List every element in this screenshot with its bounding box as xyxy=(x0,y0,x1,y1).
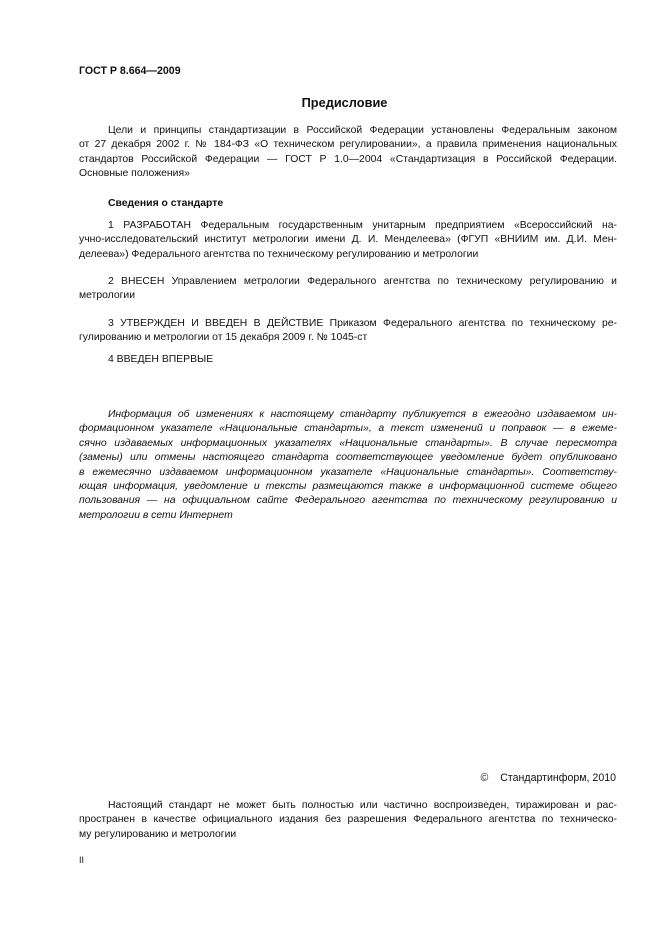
text-line: Информация об изменениях к настоящему стандарту публикуется в ежегодно издаваемом ин- xyxy=(108,409,617,420)
text-line: 3 УТВЕРЖДЕН И ВВЕДЕН В ДЕЙСТВИЕ Приказом Федерального агентства по техническому ре- xyxy=(108,318,617,329)
info-item-first-introduced xyxy=(79,353,617,367)
text-line: в ежемесячно издаваемом информационном указателе «Национальные стандарты». Соответству- xyxy=(79,466,617,478)
text-line: стандартов Российской Федерации — ГОСТ Р 1.0—2004 «Стандартизация в Российской Федерации. xyxy=(79,153,617,165)
standard-number: ГОСТ Р 8.664—2009 xyxy=(79,65,181,77)
text-line: пользования — на официальном сайте Федерального агентства по техническому регулированию и xyxy=(79,495,617,507)
text-line: 4 ВВЕДЕН ВПЕРВЫЕ xyxy=(108,354,214,365)
text-line: сячно издаваемых информационных указателях «Национальные стандарты». В случае пересмотра xyxy=(79,437,617,449)
text-line: Настоящий стандарт не может быть полностью или частично воспроизведен, тиражирован и рас- xyxy=(108,800,617,811)
text-line: ющая информация, уведомление и тексты размещаются также в информационной системе общего xyxy=(79,481,617,493)
text-line: Основные положения» xyxy=(79,168,190,180)
text-line: метрологии в сети Интернет xyxy=(79,509,233,521)
preface-intro-paragraph xyxy=(79,124,617,182)
info-item-introduced xyxy=(79,275,617,304)
text-line: учно-исследовательский институт метрологии имени Д. И. Менделеева» (ФГУП «ВНИИМ им. Д.И. Мен- xyxy=(79,234,617,246)
text-line: метрологии xyxy=(79,290,136,302)
text-line: пространен в качестве официального издания без разрешения Федерального агентства по техническо- xyxy=(79,814,617,826)
text-line: делеева») Федерального агентства по техническому регулированию и метрологии xyxy=(79,248,479,260)
info-item-developed xyxy=(79,219,617,262)
text-line: от 27 декабря 2002 г. № 184-ФЗ «О техническом регулировании», а правила применения национальных xyxy=(79,139,617,151)
standard-info-title: Сведения о стандарте xyxy=(108,198,224,209)
text-line: 1 РАЗРАБОТАН Федеральным государственным унитарным предприятием «Всероссийский на- xyxy=(108,220,617,231)
preface-title: Предисловие xyxy=(301,95,388,110)
text-line: формационном указателе «Национальные стандарты», а текст изменений и поправок — в ежеме- xyxy=(79,423,617,435)
text-line: гулированию и метрологии от 15 декабря 2009 г. № 1045-ст xyxy=(79,332,368,344)
reproduction-notice-paragraph xyxy=(79,799,617,842)
copyright-notice xyxy=(480,771,616,785)
page-number: II xyxy=(79,855,85,865)
text-line: му регулированию и метрологии xyxy=(79,828,237,840)
text-line: 2 ВНЕСЕН Управлением метрологии Федерального агентства по техническому регулированию и xyxy=(108,276,617,287)
copyright-text: Стандартинформ, 2010 xyxy=(500,772,616,784)
text-line: Цели и принципы стандартизации в Российской Федерации установлены Федеральным законом xyxy=(108,125,617,136)
copyright-icon: © xyxy=(480,772,489,784)
changes-info-paragraph xyxy=(79,408,617,523)
info-item-approved xyxy=(79,317,617,346)
text-line: (замены) или отмены настоящего стандарта соответствующее уведомление будет опубликовано xyxy=(79,452,617,464)
